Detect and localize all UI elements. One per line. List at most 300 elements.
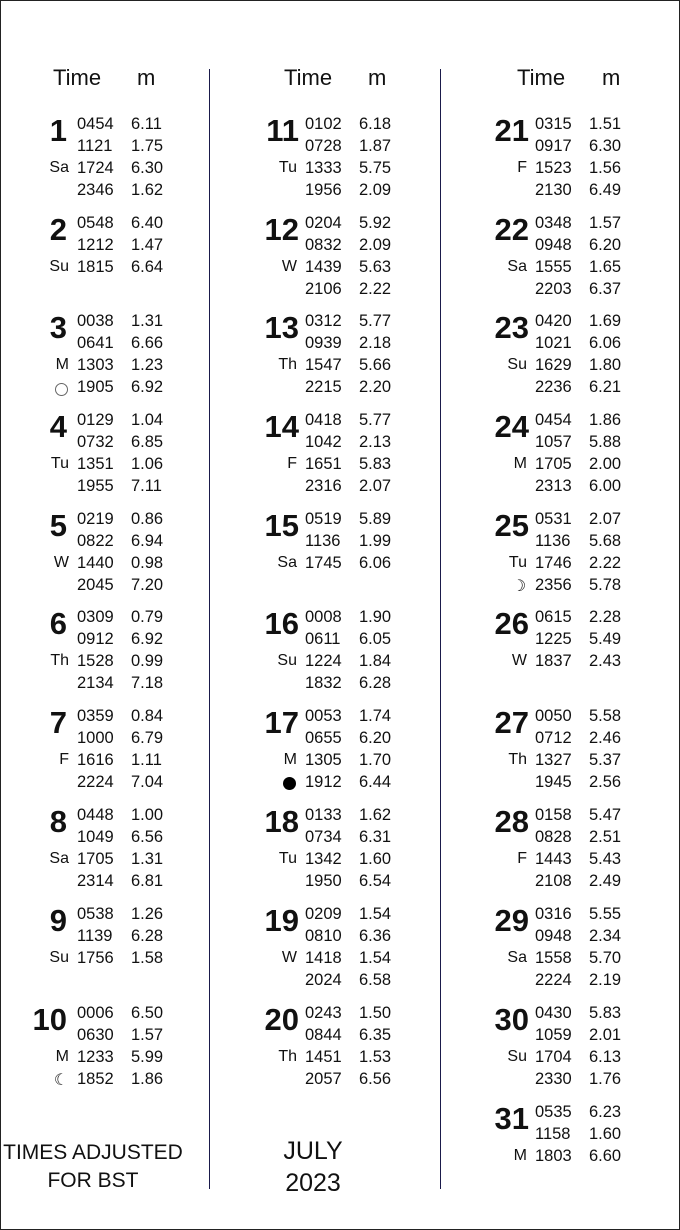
tide-time: 1158 [535,1125,571,1143]
tide-time: 1000 [77,729,114,747]
weekday-label: F [517,850,527,867]
tide-time: 2057 [305,1070,342,1088]
tide-time: 1956 [305,181,342,199]
weekday-label: Sa [49,159,69,176]
tide-height: 6.20 [359,729,392,747]
tide-time: 0050 [535,707,572,725]
day-number: 27 [494,705,529,740]
tide-height: 5.43 [589,850,622,868]
tide-time: 1233 [77,1048,114,1066]
tide-time: 0053 [305,707,342,725]
weekday-label: Tu [50,455,69,472]
tide-height: 5.89 [359,510,392,528]
weekday-label: W [281,258,297,275]
day-entry [459,409,679,501]
tide-height: 2.28 [589,608,622,626]
tide-height: 1.04 [131,411,164,429]
tide-time: 1547 [305,356,342,374]
day-entry [229,1002,449,1094]
weekday-label: Th [278,1048,297,1065]
day-entry [459,113,679,205]
tide-height: 2.49 [589,872,622,890]
tide-time: 2106 [305,280,342,298]
tide-height: 1.54 [359,949,392,967]
tide-height: 7.20 [131,576,164,594]
tide-time: 1905 [77,378,114,396]
tide-time: 1121 [77,137,113,155]
tide-height: 1.11 [131,751,162,769]
tide-height: 0.99 [131,652,164,670]
tide-height: 1.62 [131,181,164,199]
tide-height: 2.20 [359,378,392,396]
day-number: 8 [49,804,67,839]
bst-note-line1: TIMES ADJUSTED [3,1141,183,1164]
last-quarter-moon-icon: ☾ [53,1072,69,1089]
tide-time: 1443 [535,850,572,868]
year-label: 2023 [285,1169,341,1197]
weekday-label: Th [278,356,297,373]
tide-height: 6.36 [359,927,392,945]
day-entry [229,212,449,304]
tide-height: 7.11 [131,477,162,495]
day-entry [459,606,679,698]
day-number: 30 [494,1002,529,1037]
tide-time: 1021 [535,334,572,352]
tide-height: 2.46 [589,729,622,747]
day-entry [459,705,679,797]
tide-time: 0728 [305,137,342,155]
tide-height: 6.50 [131,1004,164,1022]
tide-height: 6.92 [131,630,164,648]
tide-height: 5.88 [589,433,622,451]
weekday-label: Th [508,751,527,768]
tide-time: 0209 [305,905,342,923]
weekday-label: M [55,1048,69,1065]
tide-height: 6.23 [589,1103,622,1121]
tide-time: 0948 [535,927,572,945]
tide-time: 2224 [535,971,572,989]
tide-height: 6.18 [359,115,392,133]
day-entry [229,606,449,698]
day-number: 18 [264,804,299,839]
tide-time: 2108 [535,872,572,890]
tide-time: 1333 [305,159,342,177]
tide-time: 0844 [305,1026,342,1044]
tide-height: 6.85 [131,433,164,451]
tide-height: 2.09 [359,236,392,254]
tide-time: 0454 [535,411,572,429]
day-number: 20 [264,1002,299,1037]
tide-height: 1.31 [131,312,164,330]
tide-height: 1.84 [359,652,392,670]
tide-time: 1351 [77,455,114,473]
tide-height: 6.54 [359,872,392,890]
tide-height: 5.37 [589,751,622,769]
day-number: 25 [494,508,529,543]
tide-height: 2.51 [589,828,622,846]
tide-time: 0359 [77,707,114,725]
day-entry [229,409,449,501]
tide-time: 0641 [77,334,114,352]
tide-time: 0948 [535,236,572,254]
tide-height: 6.44 [359,773,392,791]
day-entry [459,310,679,402]
day-number: 31 [494,1101,529,1136]
day-entry [1,903,221,995]
day-number: 16 [264,606,299,641]
tide-height: 5.77 [359,411,392,429]
tide-time: 0832 [305,236,342,254]
day-entry [1,1002,221,1094]
tide-time: 0712 [535,729,572,747]
tide-height: 1.90 [359,608,392,626]
tide-height: 2.09 [359,181,392,199]
tide-time: 1651 [305,455,342,473]
tide-height: 1.87 [359,137,392,155]
day-number: 11 [266,113,299,148]
tide-time: 0538 [77,905,114,923]
tide-time: 0810 [305,927,342,945]
height-header: m [368,65,387,90]
tide-time: 1139 [77,927,113,945]
day-entry [229,804,449,896]
tide-height: 1.86 [589,411,622,429]
day-number: 24 [494,409,529,444]
tide-time: 0309 [77,608,114,626]
tide-height: 2.07 [589,510,622,528]
tide-time: 2130 [535,181,572,199]
bst-note-line2: FOR BST [47,1169,139,1192]
day-number: 6 [49,606,67,641]
month-label: JULY [283,1137,343,1165]
tide-height: 6.40 [131,214,164,232]
tide-time: 1225 [535,630,572,648]
tide-height: 6.13 [589,1048,622,1066]
tide-time: 0939 [305,334,342,352]
tide-time: 2236 [535,378,572,396]
tide-time: 2215 [305,378,342,396]
weekday-label: Sa [507,949,527,966]
tide-time: 2134 [77,674,114,692]
day-number: 3 [49,310,67,345]
tide-height: 1.00 [131,806,164,824]
tide-height: 6.05 [359,630,392,648]
tide-height: 5.47 [589,806,622,824]
tide-time: 0219 [77,510,114,528]
tide-time: 1832 [305,674,342,692]
tide-time: 1418 [305,949,342,967]
day-number: 22 [494,212,529,247]
time-header: Time [53,65,102,90]
tide-height: 5.99 [131,1048,164,1066]
day-number: 1 [49,113,67,148]
tide-time: 0734 [305,828,342,846]
tide-height: 5.75 [359,159,392,177]
day-entry [229,903,449,995]
tide-time: 1049 [77,828,114,846]
tide-height: 1.56 [589,159,622,177]
weekday-label: M [283,751,297,768]
tide-height: 5.66 [359,356,392,374]
day-entry [459,903,679,995]
day-number: 7 [49,705,67,740]
tide-height: 1.26 [131,905,164,923]
tide-time: 1837 [535,652,572,670]
tide-height: 6.28 [131,927,164,945]
day-number: 14 [264,409,299,444]
tide-height: 6.79 [131,729,164,747]
tide-time: 1955 [77,477,114,495]
tide-height: 6.20 [589,236,622,254]
weekday-label: Su [49,258,69,275]
tide-height: 2.00 [589,455,622,473]
tide-time: 1616 [77,751,114,769]
tide-height: 0.98 [131,554,164,572]
day-entry [229,705,449,797]
tide-time: 1724 [77,159,114,177]
tide-height: 1.57 [589,214,622,232]
tide-time: 2346 [77,181,114,199]
day-entry [1,409,221,501]
tide-height: 1.74 [359,707,392,725]
weekday-label: Su [507,1048,527,1065]
month-year [233,1135,393,1199]
weekday-label: Th [50,652,69,669]
tide-time: 2045 [77,576,114,594]
day-number: 10 [32,1002,67,1037]
tide-time: 2316 [305,477,342,495]
first-quarter-moon-icon: ☽ [511,578,527,595]
tide-time: 0420 [535,312,572,330]
tide-height: 0.79 [131,608,164,626]
tide-time: 0102 [305,115,342,133]
tide-time: 1136 [535,532,571,550]
tide-time: 0732 [77,433,114,451]
tide-height: 1.06 [131,455,164,473]
tide-height: 1.69 [589,312,622,330]
day-entry [459,1002,679,1094]
tide-time: 0548 [77,214,114,232]
tide-time: 0129 [77,411,114,429]
tide-height: 1.31 [131,850,164,868]
tide-time: 2224 [77,773,114,791]
tide-height: 5.49 [589,630,622,648]
day-number: 5 [49,508,67,543]
tide-height: 1.47 [131,236,164,254]
tide-time: 0204 [305,214,342,232]
tide-time: 2314 [77,872,114,890]
weekday-label: W [53,554,69,571]
tide-time: 2313 [535,477,572,495]
tide-time: 0828 [535,828,572,846]
tide-time: 1303 [77,356,114,374]
tide-time: 2356 [535,576,572,594]
day-number: 26 [494,606,529,641]
weekday-label: Tu [278,159,297,176]
tide-time: 0038 [77,312,114,330]
tide-time: 1439 [305,258,342,276]
weekday-label: Sa [277,554,297,571]
tide-time: 0531 [535,510,572,528]
tide-height: 2.34 [589,927,622,945]
tide-height: 1.50 [359,1004,392,1022]
tide-height: 6.66 [131,334,164,352]
tide-height: 6.06 [589,334,622,352]
day-entry [1,804,221,896]
tide-time: 1912 [305,773,342,791]
tide-height: 6.64 [131,258,164,276]
tide-time: 0312 [305,312,342,330]
tide-time: 1528 [77,652,114,670]
weekday-label: Sa [507,258,527,275]
tide-height: 2.01 [589,1026,622,1044]
tide-height: 6.11 [131,115,162,133]
tide-height: 7.18 [131,674,164,692]
day-number: 28 [494,804,529,839]
tide-time: 1042 [305,433,342,451]
tide-time: 1945 [535,773,572,791]
tide-time: 1745 [305,554,342,572]
tide-time: 0430 [535,1004,572,1022]
tide-time: 1440 [77,554,114,572]
tide-time: 0316 [535,905,572,923]
tide-time: 1305 [305,751,342,769]
tide-height: 6.00 [589,477,622,495]
tide-height: 2.22 [589,554,622,572]
height-header: m [602,65,621,90]
tide-time: 1950 [305,872,342,890]
tide-height: 1.53 [359,1048,392,1066]
tide-time: 0615 [535,608,572,626]
tide-height: 5.70 [589,949,622,967]
tide-height: 0.86 [131,510,164,528]
tide-height: 7.04 [131,773,164,791]
new-moon-icon [279,773,299,795]
tide-height: 6.58 [359,971,392,989]
tide-height: 6.28 [359,674,392,692]
weekday-label: F [517,159,527,176]
day-number: 4 [49,409,67,444]
tide-time: 1852 [77,1070,114,1088]
day-number: 9 [49,903,67,938]
tide-time: 1803 [535,1147,572,1165]
tide-time: 0822 [77,532,114,550]
tide-height: 1.62 [359,806,392,824]
tide-height: 1.51 [589,115,622,133]
tide-height: 2.07 [359,477,392,495]
weekday-label: M [513,455,527,472]
weekday-label: W [281,949,297,966]
day-number: 21 [494,113,529,148]
tide-time: 0454 [77,115,114,133]
tide-height: 5.77 [359,312,392,330]
tide-time: 0448 [77,806,114,824]
tide-time: 1815 [77,258,114,276]
weekday-label: Su [49,949,69,966]
tide-time: 1756 [77,949,114,967]
tide-height: 5.83 [359,455,392,473]
day-number: 17 [264,705,299,740]
tide-time: 1136 [305,532,341,550]
day-entry [459,1101,679,1193]
tide-time: 0158 [535,806,572,824]
day-entry [1,113,221,205]
day-entry [229,508,449,600]
day-entry [1,606,221,698]
tide-height: 5.63 [359,258,392,276]
tide-height: 2.56 [589,773,622,791]
day-entry [459,508,679,600]
tide-height: 1.65 [589,258,622,276]
day-entry [1,705,221,797]
tide-height: 2.18 [359,334,392,352]
tide-height: 6.81 [131,872,164,890]
tide-time: 1224 [305,652,342,670]
tide-time: 0006 [77,1004,114,1022]
weekday-label: F [59,751,69,768]
tide-time: 1558 [535,949,572,967]
tide-time: 2024 [305,971,342,989]
tide-time: 1212 [77,236,114,254]
tide-height: 1.70 [359,751,392,769]
tide-time: 1451 [305,1048,342,1066]
weekday-label: Tu [278,850,297,867]
day-number: 13 [264,310,299,345]
height-header: m [137,65,156,90]
tide-height: 1.86 [131,1070,164,1088]
tide-height: 5.83 [589,1004,622,1022]
tide-height: 2.22 [359,280,392,298]
tide-height: 6.60 [589,1147,622,1165]
tide-height: 2.19 [589,971,622,989]
tide-time: 1327 [535,751,572,769]
tide-height: 6.49 [589,181,622,199]
bst-note [3,1139,183,1195]
day-number: 29 [494,903,529,938]
day-number: 23 [494,310,529,345]
weekday-label: F [287,455,297,472]
tide-time: 0133 [305,806,342,824]
tide-height: 6.06 [359,554,392,572]
day-entry [229,113,449,205]
tide-height: 1.75 [131,137,164,155]
day-number: 2 [49,212,67,247]
tide-time: 0912 [77,630,114,648]
tide-height: 1.57 [131,1026,164,1044]
time-header: Time [517,65,566,90]
tide-height: 6.94 [131,532,164,550]
tide-height: 5.68 [589,532,622,550]
tide-time: 0348 [535,214,572,232]
weekday-label: Su [507,356,527,373]
tide-time: 0243 [305,1004,342,1022]
tide-time: 0519 [305,510,342,528]
weekday-label: Tu [508,554,527,571]
tide-time: 1342 [305,850,342,868]
tide-height: 6.92 [131,378,164,396]
tide-height: 6.35 [359,1026,392,1044]
weekday-label: Sa [49,850,69,867]
tide-height: 5.92 [359,214,392,232]
tide-time: 0418 [305,411,342,429]
tide-time: 1746 [535,554,572,572]
tide-height: 5.55 [589,905,622,923]
tide-height: 6.31 [359,828,392,846]
tide-time: 2203 [535,280,572,298]
tide-time: 1057 [535,433,572,451]
full-moon-icon [51,378,71,401]
day-number: 19 [264,903,299,938]
